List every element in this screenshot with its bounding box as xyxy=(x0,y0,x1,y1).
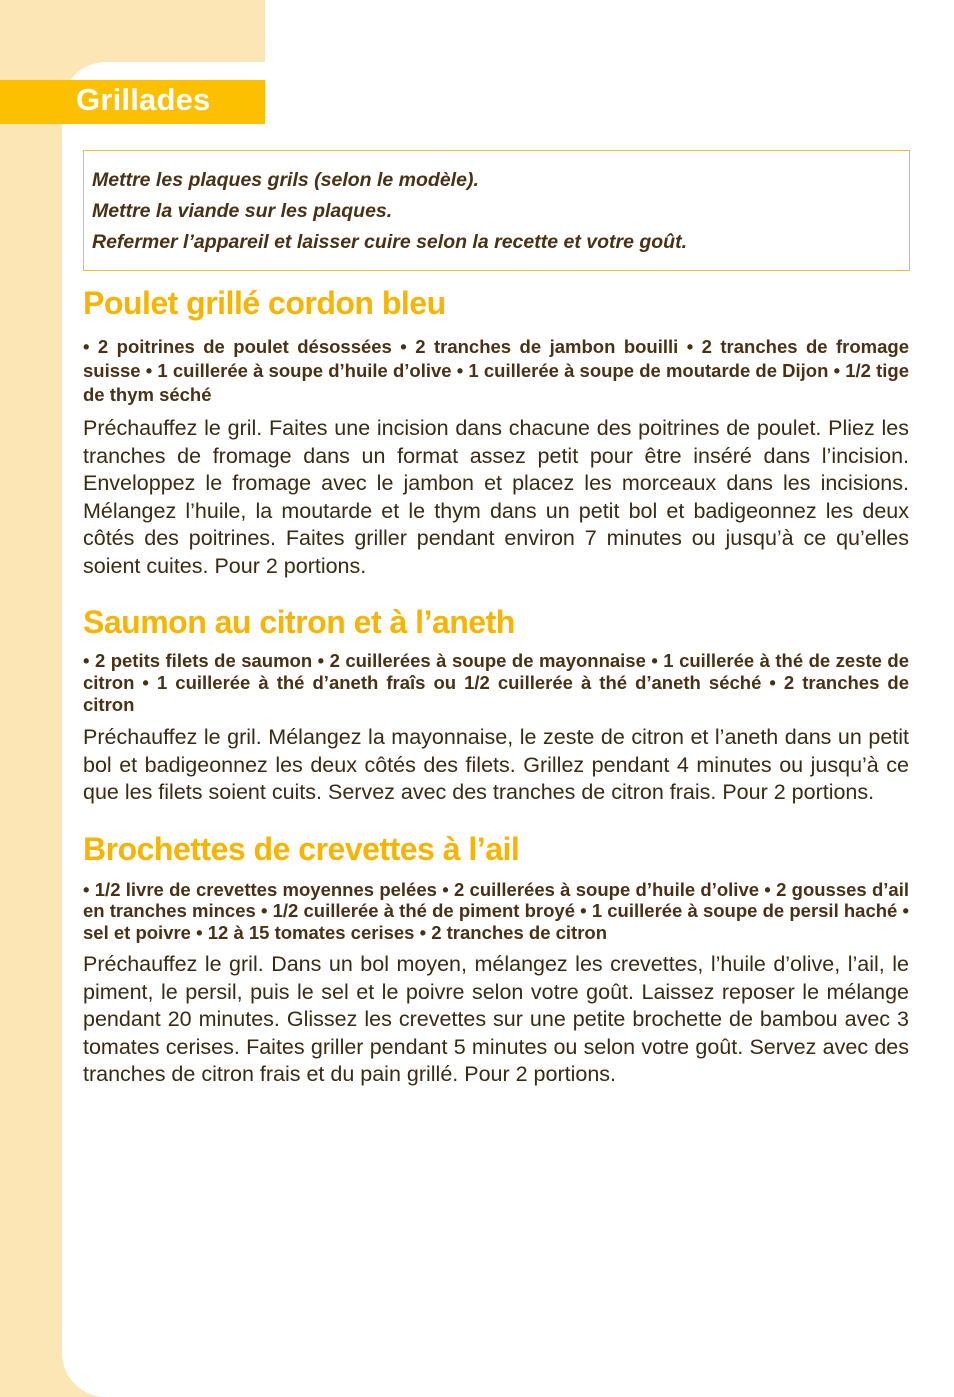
instruction-line: Refermer l’appareil et laisser cuire selon la recette et votre goût. xyxy=(92,231,687,253)
recipe-saumon xyxy=(83,602,909,807)
section-title: Grillades xyxy=(76,82,211,117)
recipe-ingredients: • 2 poitrines de poulet désossées • 2 tranches de jambon bouilli • 2 tranches de fromage suisse • 1 cuillerée à soupe d’huile d’olive • 1 cuillerée à soupe de moutarde de Dijon • 1/2 tige de thym séché xyxy=(83,336,909,405)
recipe-method: Préchauffez le gril. Faites une incision dans chacune des poitrines de poulet. Pliez les tranches de fromage dans un format assez petit pour être inséré dans l’incision. Enveloppez le fromage avec le jambon et placez les morceaux dans les incisions. Mélangez l’huile, la moutarde et le thym dans un petit bol et badigeonnez les deux côtés des poitrines. Faites griller pendant environ 7 minutes ou jusqu’à ce qu’elles soient cuites. Pour 2 portions. xyxy=(83,416,909,578)
section-tab xyxy=(0,80,265,124)
recipe-poulet xyxy=(83,283,909,580)
recipe-ingredients: • 2 petits filets de saumon • 2 cuillerées à soupe de mayonnaise • 1 cuillerée à thé de zeste de citron • 1 cuillerée à thé d’aneth fraîs ou 1/2 cuillerée à thé d’aneth séché • 2 tranches de citron xyxy=(83,650,909,715)
recipe-title: Brochettes de crevettes à l’ail xyxy=(83,830,520,867)
recipe-brochettes xyxy=(83,829,909,1089)
recipe-title: Poulet grillé cordon bleu xyxy=(83,285,446,321)
recipe-method: Préchauffez le gril. Dans un bol moyen, mélangez les crevettes, l’huile d’olive, l’ail, le piment, le persil, puis le sel et le poivre selon votre goût. Laissez reposer le mélange pendant 20 minutes. Glissez les crevettes sur une petite brochette de bambou avec 3 tomates cerises. Faites griller pendant 5 minutes ou selon votre goût. Servez avec des tranches de citron frais et du pain grillé. Pour 2 portions. xyxy=(83,952,909,1086)
page-content xyxy=(83,150,909,1089)
recipe-method: Préchauffez le gril. Mélangez la mayonnaise, le zeste de citron et l’aneth dans un petit bol et badigeonnez les deux côtés des filets. Grillez pendant 4 minutes ou jusqu’à ce que les filets soient cuits. Servez avec des tranches de citron frais. Pour 2 portions. xyxy=(83,725,909,804)
instruction-box xyxy=(83,150,910,271)
recipe-title: Saumon au citron et à l’aneth xyxy=(83,604,515,640)
instruction-line: Mettre les plaques grils (selon le modèle). xyxy=(92,169,479,191)
recipe-ingredients: • 1/2 livre de crevettes moyennes pelées • 2 cuillerées à soupe d’huile d’olive • 2 gousses d’ail en tranches minces • 1/2 cuillerée à thé de piment broyé • 1 cuillerée à soupe de persil haché • sel et poivre • 12 à 15 tomates cerises • 2 tranches de citron xyxy=(83,878,909,943)
instruction-line: Mettre la viande sur les plaques. xyxy=(92,200,393,222)
